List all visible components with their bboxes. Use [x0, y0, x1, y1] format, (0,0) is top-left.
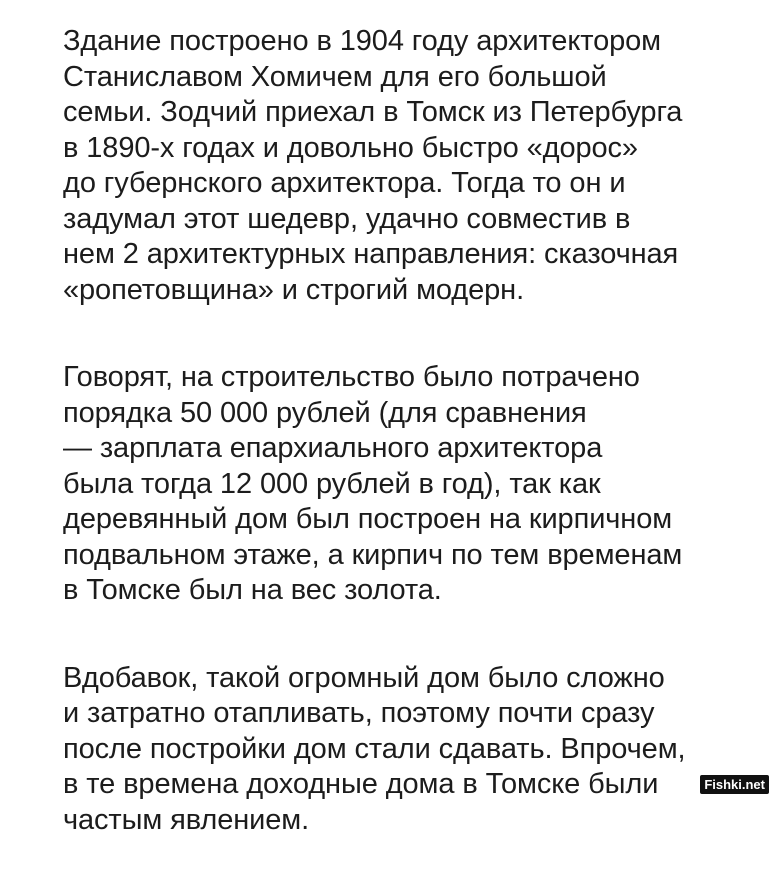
- paragraph-3: [63, 661, 763, 839]
- text-line: в 1890-х годах и довольно быстро «дорос»: [63, 131, 638, 164]
- text-line: в те времена доходные дома в Томске были: [63, 768, 659, 800]
- text-line: в Томске был на вес золота.: [63, 574, 442, 606]
- text-line: — зарплата епархиального архитектора: [63, 432, 603, 464]
- text-line: нем 2 архитектурных направления: сказочная: [63, 238, 679, 270]
- text-line: Станиславом Хомичем для его большой: [63, 60, 607, 93]
- text-line: деревянный дом был построен на кирпичном: [63, 503, 673, 535]
- text-line: была тогда 12 000 рублей в год), так как: [63, 467, 601, 500]
- paragraph-1: [63, 24, 763, 308]
- text-line: семьи. Зодчий приехал в Томск из Петербурга: [63, 96, 683, 128]
- text-line: Здание построено в 1904 году архитектором: [63, 25, 662, 57]
- text-line: до губернского архитектора. Тогда то он и: [63, 167, 626, 199]
- text-line: задумал этот шедевр, удачно совместив в: [63, 202, 631, 235]
- text-line: «ропетовщина» и строгий модерн.: [63, 273, 525, 306]
- text-line: и затратно отапливать, поэтому почти сразу: [63, 697, 655, 729]
- text-line: порядка 50 000 рублей (для сравнения: [63, 396, 587, 429]
- text-line: после постройки дом стали сдавать. Впрочем,: [63, 732, 686, 765]
- site-watermark: Fishki.net: [700, 775, 769, 794]
- text-line: Говорят, на строительство было потрачено: [63, 361, 640, 393]
- text-line: частым явлением.: [63, 803, 310, 836]
- article-text: [63, 24, 763, 890]
- paragraph-2: [63, 360, 763, 609]
- text-line: Вдобавок, такой огромный дом было сложно: [63, 661, 665, 694]
- text-line: подвальном этаже, а кирпич по тем временам: [63, 538, 683, 571]
